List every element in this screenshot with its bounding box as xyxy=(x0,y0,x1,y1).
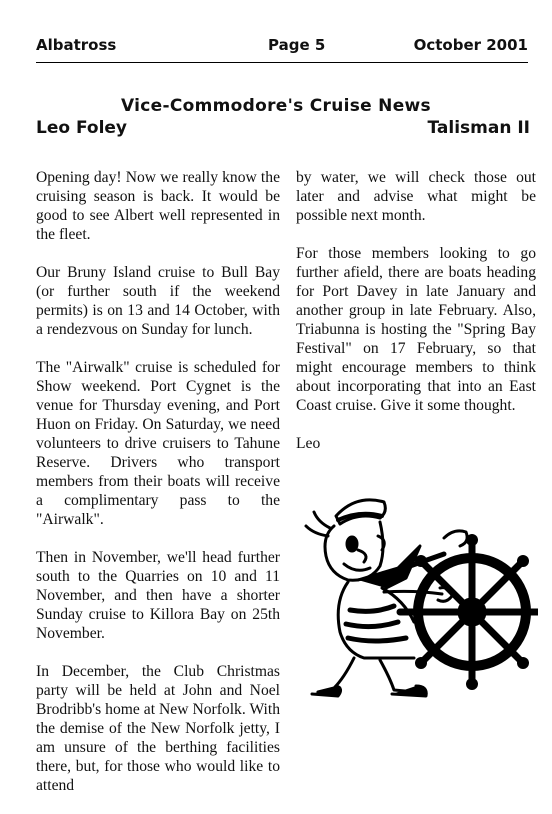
paragraph: by water, we will check those out later and advise what might be possible next month. xyxy=(296,169,536,224)
paragraph: In December, the Club Christmas party will be held at John and Noel Brodribb's home at New Norfolk. With the demise of the New Norfolk jetty, I am unsure of the berthing facilities there, but, for those who would like to attend xyxy=(36,663,280,794)
article-title: Vice-Commodore's Cruise News xyxy=(121,96,431,116)
sailor-at-ships-wheel-icon xyxy=(294,482,538,704)
issue-date: October 2001 xyxy=(413,36,528,54)
paragraph: For those members looking to go further afield, there are boats heading for Port Davey in late January and another group in late February. Also, Triabunna is hosting the "Spring Bay Festival" on 17 February, so that might encourage members to think about incorporating that into an East Coast cruise. Give it some thought. xyxy=(296,245,536,414)
right-column xyxy=(296,168,536,472)
left-column xyxy=(36,168,280,814)
author-name: Leo Foley xyxy=(36,118,128,138)
paragraph: Opening day! Now we really know the cruising season is back. It would be good to see Albert well represented in the fleet. xyxy=(36,169,280,243)
header-divider xyxy=(36,62,528,63)
page-number: Page 5 xyxy=(268,36,326,54)
signoff: Leo xyxy=(296,435,321,452)
byline xyxy=(36,118,530,140)
paragraph: The "Airwalk" cruise is scheduled for Show weekend. Port Cygnet is the venue for Thursday evening, and Port Huon on Friday. On Saturday, we need volunteers to drive cruisers to Tahune Reserve. Drivers who transport members from their boats will receive a complimentary pass to the "Airwalk". xyxy=(36,359,280,528)
paragraph: Our Bruny Island cruise to Bull Bay (or further south if the weekend permits) is on 13 and 14 October, with a rendezvous on Sunday for lunch. xyxy=(36,264,280,338)
paragraph: Then in November, we'll head further south to the Quarries on 10 and 11 November, and then have a shorter Sunday cruise to Killora Bay on 25th November. xyxy=(36,549,280,642)
boat-name: Talisman II xyxy=(427,118,530,138)
page-header xyxy=(36,36,528,58)
publication-name: Albatross xyxy=(36,36,117,54)
